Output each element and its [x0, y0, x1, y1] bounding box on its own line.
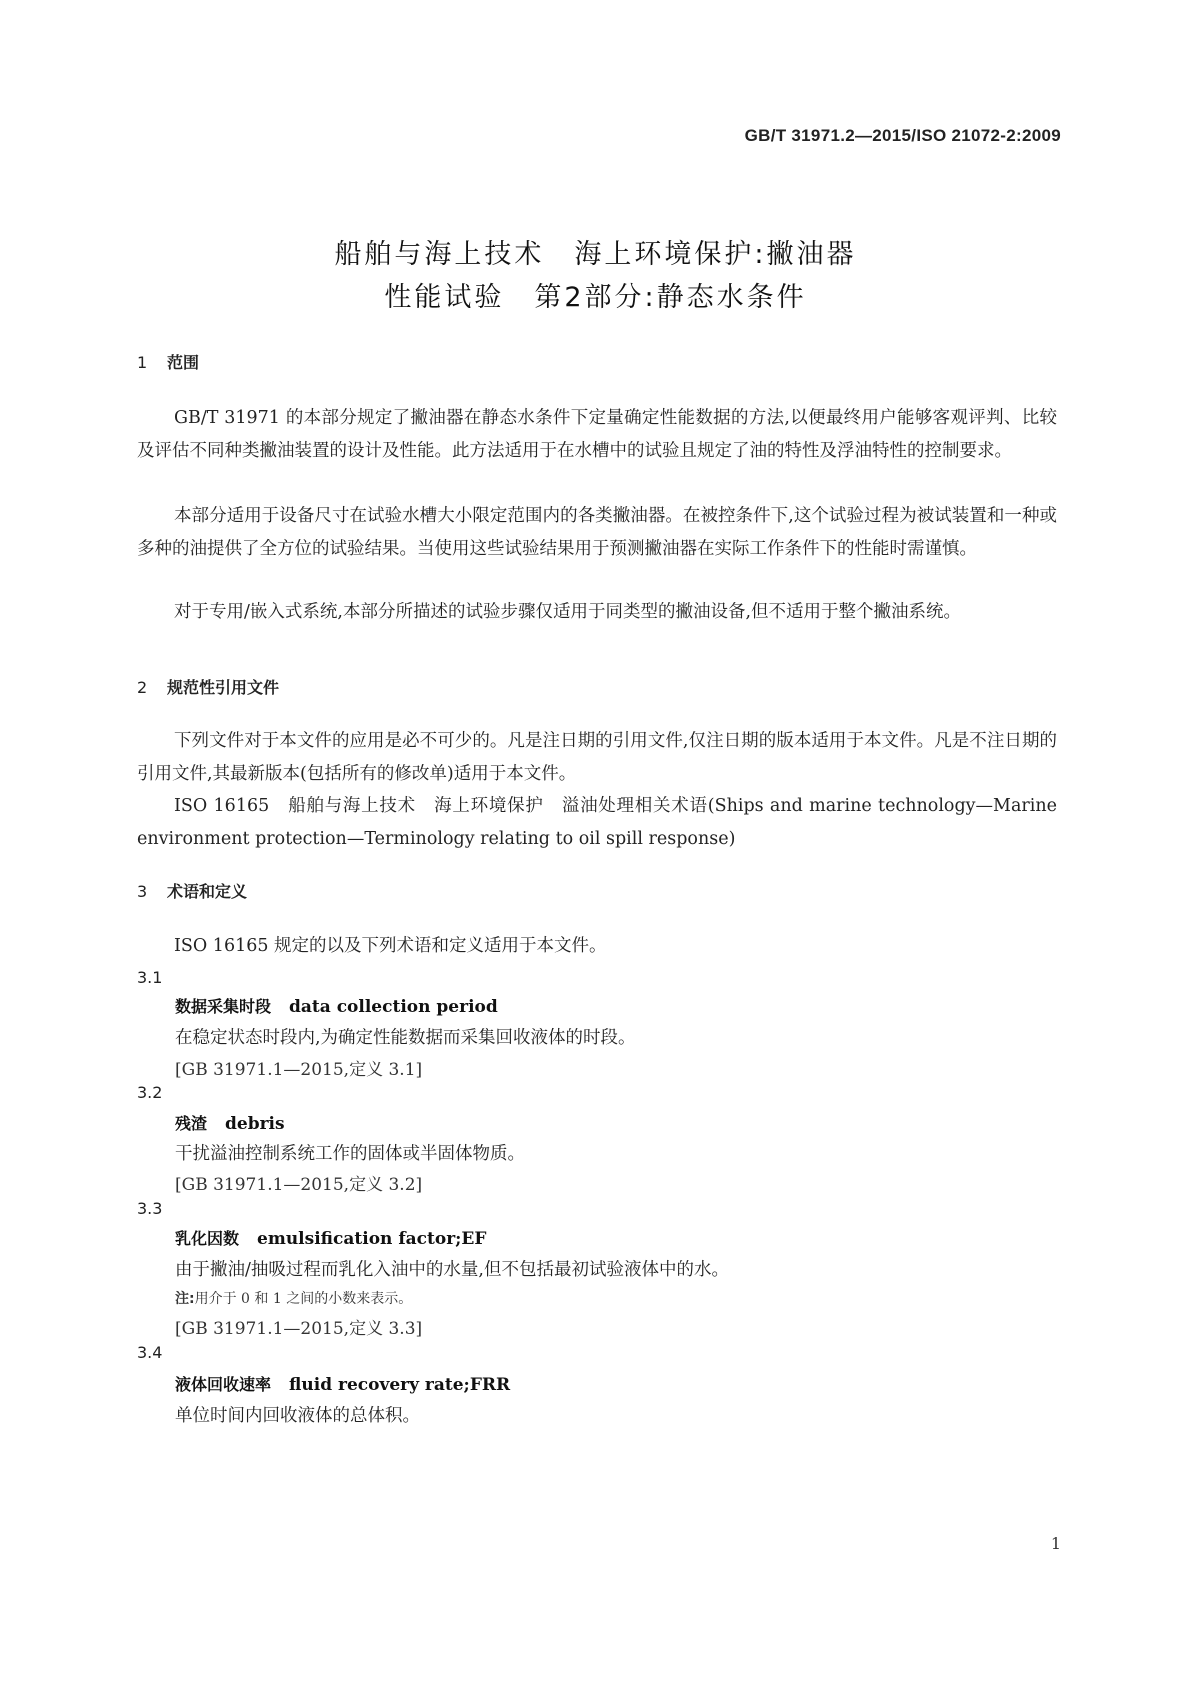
term-entry — [175, 1111, 285, 1134]
section-1-paragraph-1: GB/T 31971 的本部分规定了撇油器在静态水条件下定量确定性能数据的方法,以便最终用户能够客观评判、比较及评估不同种类撇油装置的设计及性能。此方法适用于在水槽中的试验且规定了油的特性及浮油特性的控制要求。 — [137, 408, 1057, 461]
term-english: emulsification factor;EF — [257, 1229, 487, 1249]
term-chinese: 数据采集时段 — [175, 997, 272, 1016]
note-label: 注: — [175, 1291, 195, 1307]
term-english: debris — [225, 1114, 285, 1134]
term-source: [GB 31971.1—2015,定义 3.2] — [175, 1175, 423, 1195]
term-note — [175, 1288, 412, 1308]
section-number: 2 — [137, 678, 148, 697]
normative-reference: ISO 16165 船舶与海上技术 海上环境保护 溢油处理相关术语(Ships and marine technology—Marine environment protection—Terminology relating to oil spill response) — [137, 796, 1057, 849]
page-number: 1 — [1050, 1534, 1061, 1553]
section-2-heading — [137, 675, 279, 698]
term-definition: 由于撇油/抽吸过程而乳化入油中的水量,但不包括最初试验液体中的水。 — [175, 1260, 729, 1280]
term-definition: 干扰溢油控制系统工作的固体或半固体物质。 — [175, 1144, 525, 1164]
section-title: 范围 — [167, 353, 200, 372]
section-title: 规范性引用文件 — [167, 678, 280, 697]
section-2-paragraph-1: 下列文件对于本文件的应用是必不可少的。凡是注日期的引用文件,仅注日期的版本适用于本文件。凡是不注日期的引用文件,其最新版本(包括所有的修改单)适用于本文件。 — [137, 731, 1057, 784]
term-number: 3.4 — [137, 1343, 163, 1362]
term-english: fluid recovery rate;FRR — [289, 1375, 511, 1395]
section-1-paragraph-2: 本部分适用于设备尺寸在试验水槽大小限定范围内的各类撇油器。在被控条件下,这个试验过程为被试装置和一种或多种的油提供了全方位的试验结果。当使用这些试验结果用于预测撇油器在实际工作条件下的性能时需谨慎。 — [137, 506, 1057, 559]
standard-code: GB/T 31971.2—2015/ISO 21072-2:2009 — [744, 126, 1061, 145]
section-title: 术语和定义 — [167, 882, 248, 901]
term-entry — [175, 1226, 486, 1249]
section-1-heading — [137, 350, 199, 373]
term-source: [GB 31971.1—2015,定义 3.1] — [175, 1060, 423, 1080]
note-text: 用介于 0 和 1 之间的小数来表示。 — [194, 1291, 413, 1307]
term-chinese: 残渣 — [175, 1114, 208, 1133]
term-number: 3.2 — [137, 1083, 163, 1102]
section-number: 3 — [137, 882, 148, 901]
section-3-heading — [137, 879, 247, 902]
term-definition: 在稳定状态时段内,为确定性能数据而采集回收液体的时段。 — [175, 1028, 636, 1048]
term-source: [GB 31971.1—2015,定义 3.3] — [175, 1319, 423, 1339]
term-entry — [175, 994, 498, 1017]
document-title-line-2: 性能试验 第2部分:静态水条件 — [384, 282, 807, 313]
document-title-line-1: 船舶与海上技术 海上环境保护:撇油器 — [334, 239, 857, 270]
term-english: data collection period — [289, 997, 498, 1017]
term-number: 3.1 — [137, 968, 163, 987]
term-number: 3.3 — [137, 1199, 163, 1218]
term-chinese: 液体回收速率 — [175, 1375, 272, 1394]
term-definition: 单位时间内回收液体的总体积。 — [175, 1406, 420, 1426]
section-1-paragraph-3: 对于专用/嵌入式系统,本部分所描述的试验步骤仅适用于同类型的撇油设备,但不适用于整个撇油系统。 — [174, 602, 962, 622]
term-entry — [175, 1372, 510, 1395]
section-3-intro: ISO 16165 规定的以及下列术语和定义适用于本文件。 — [174, 936, 607, 956]
term-chinese: 乳化因数 — [175, 1229, 240, 1248]
section-number: 1 — [137, 353, 148, 372]
